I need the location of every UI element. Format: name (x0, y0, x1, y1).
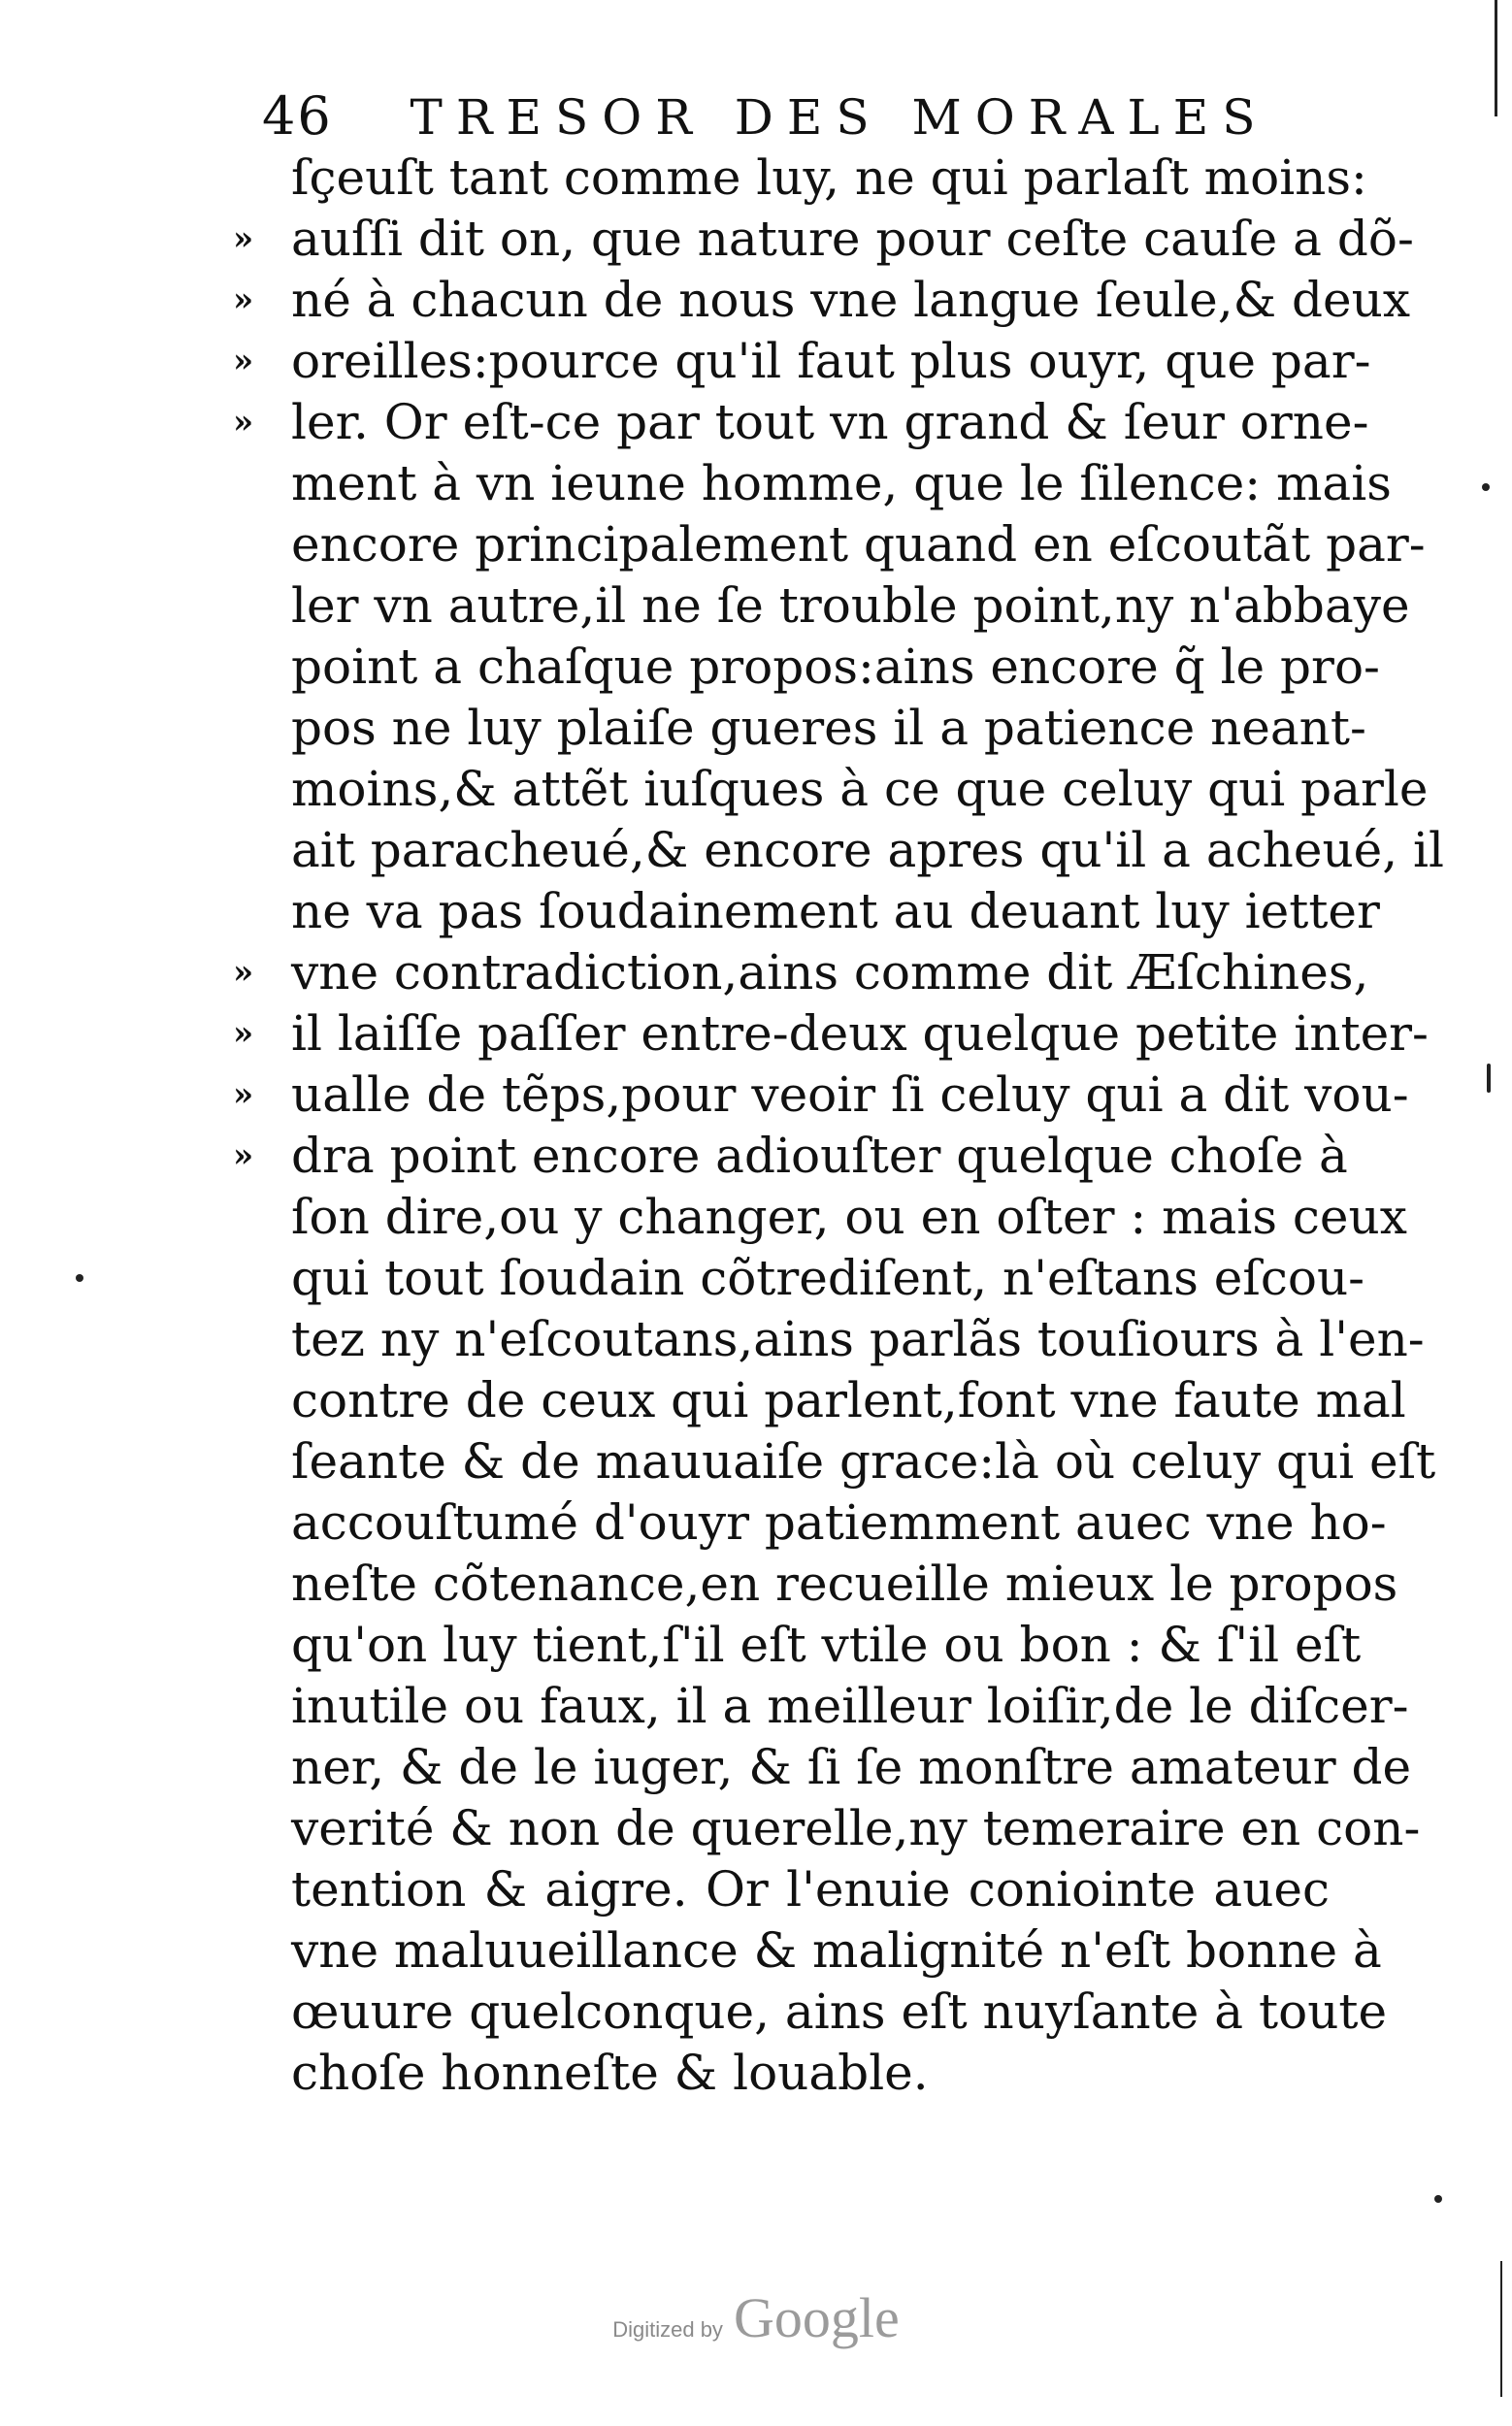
line-text: ler vn autre,il ne ſe trouble point,ny n'abbaye (291, 577, 1410, 634)
margin-speck (1482, 483, 1490, 491)
line-text: qu'on luy tient,ſ'il eſt vtile ou bon : & ſ'il eſt (291, 1617, 1362, 1673)
google-logo: Google (734, 2286, 900, 2349)
text-line (233, 331, 1371, 392)
line-text: vne maluueillance & malignité n'eſt bonne à (291, 1922, 1382, 1979)
line-text: dra point encore adiouſter quelque choſe à (291, 1128, 1348, 1184)
line-text: ait paracheué,& encore apres qu'il a acheué, il (291, 822, 1445, 878)
line-text: moins,& attẽt iuſques à ce que celuy qui parle (291, 761, 1429, 817)
line-text: ler. Or eſt-ce par tout vn grand & ſeur orne- (291, 394, 1369, 450)
line-text: né à chacun de nous vne langue ſeule,& deux (291, 272, 1411, 328)
line-text: il laiſſe paſſer entre-deux quelque petite inter- (291, 1005, 1429, 1062)
marginal-quote-mark: » (233, 219, 254, 258)
text-line (233, 942, 1369, 1003)
margin-speck (1487, 1064, 1491, 1093)
text-line (233, 148, 1367, 209)
text-line (233, 575, 1410, 637)
marginal-quote-mark: » (233, 1136, 254, 1175)
text-line (233, 1248, 1365, 1309)
line-text: neſte cõtenance,en recueille mieux le propos (291, 1556, 1398, 1612)
text-line (233, 820, 1445, 881)
line-text: inutile ou faux, il a meilleur loiſir,de le diſcer- (291, 1678, 1409, 1734)
text-line (233, 881, 1380, 942)
line-text: auſſi dit on, que nature pour ceſte cauſe a dõ- (291, 211, 1414, 267)
text-line (233, 392, 1369, 453)
marginal-quote-mark: » (233, 403, 254, 442)
line-text: contre de ceux qui parlent,font vne faute mal (291, 1372, 1406, 1428)
digitized-by-label: Digitized by (612, 2317, 723, 2342)
text-line (233, 1737, 1412, 1798)
text-line (233, 1982, 1388, 2043)
text-line (233, 1065, 1409, 1126)
text-line (233, 1126, 1348, 1187)
text-line (233, 2043, 1330, 2104)
body-text (233, 148, 1445, 2104)
page-header (262, 85, 1271, 153)
line-text: ner, & de le iuger, & ſi ſe monſtre amateur de (291, 1739, 1412, 1795)
running-title: TRESOR DES MORALES (410, 89, 1269, 146)
line-text: accouſtumé d'ouyr patiemment auec vne ho- (291, 1494, 1387, 1551)
text-line (233, 1187, 1407, 1248)
line-text: point a chaſque propos:ains encore q̃ le pro- (291, 639, 1380, 695)
line-text: ualle de tẽps,pour veoir ſi celuy qui a dit vou- (291, 1066, 1409, 1123)
text-line (233, 453, 1392, 514)
marginal-quote-mark: » (233, 342, 254, 380)
text-line (233, 1431, 1436, 1492)
page-edge-mark (1495, 0, 1497, 116)
line-text: pos ne luy plaiſe gueres il a patience neant- (291, 700, 1366, 756)
text-line (233, 1615, 1362, 1676)
text-line (233, 1492, 1387, 1554)
margin-speck (76, 1274, 83, 1282)
text-line (233, 1370, 1406, 1431)
line-text: ſon dire,ou y changer, ou en oſter : mais ceux (291, 1189, 1407, 1245)
line-text: choſe honneſte & louable. (291, 2045, 929, 2101)
text-line (233, 1554, 1398, 1615)
digitization-watermark (0, 2285, 1512, 2350)
line-text: ne va pas ſoudainement au deuant luy ietter (291, 883, 1380, 939)
line-text: œuure quelconque, ains eſt nuyſante à toute (291, 1983, 1388, 2040)
marginal-quote-mark: » (233, 280, 254, 319)
text-line (233, 1920, 1382, 1982)
page-number: 46 (262, 85, 333, 147)
text-line (233, 514, 1426, 575)
line-text: oreilles:pource qu'il faut plus ouyr, que par- (291, 333, 1371, 389)
line-text: ſeante & de mauuaiſe grace:là où celuy qui eſt (291, 1433, 1436, 1490)
text-line (233, 209, 1414, 270)
line-text: qui tout ſoudain cõtrediſent, n'eſtans eſcou- (291, 1250, 1365, 1306)
text-line (233, 1859, 1330, 1920)
line-text: encore principalement quand en eſcoutãt par- (291, 516, 1426, 573)
line-text: ſçeuſt tant comme luy, ne qui parlaſt moins: (291, 149, 1367, 206)
line-text: tention & aigre. Or l'enuie coniointe auec (291, 1861, 1330, 1918)
text-line (233, 1676, 1409, 1737)
text-line (233, 1798, 1421, 1859)
marginal-quote-mark: » (233, 1075, 254, 1114)
text-line (233, 698, 1366, 759)
text-line (233, 1309, 1425, 1370)
text-line (233, 270, 1411, 331)
text-line (233, 637, 1380, 698)
text-line (233, 1003, 1429, 1065)
line-text: verité & non de querelle,ny temeraire en con- (291, 1800, 1421, 1856)
marginal-quote-mark: » (233, 953, 254, 992)
margin-speck (1434, 2195, 1442, 2203)
line-text: tez ny n'eſcoutans,ains parlãs touſiours à l'en- (291, 1311, 1425, 1367)
line-text: ment à vn ieune homme, que le ſilence: mais (291, 455, 1392, 511)
line-text: vne contradiction,ains comme dit Æſchines, (291, 944, 1369, 1000)
text-line (233, 759, 1429, 820)
marginal-quote-mark: » (233, 1014, 254, 1053)
